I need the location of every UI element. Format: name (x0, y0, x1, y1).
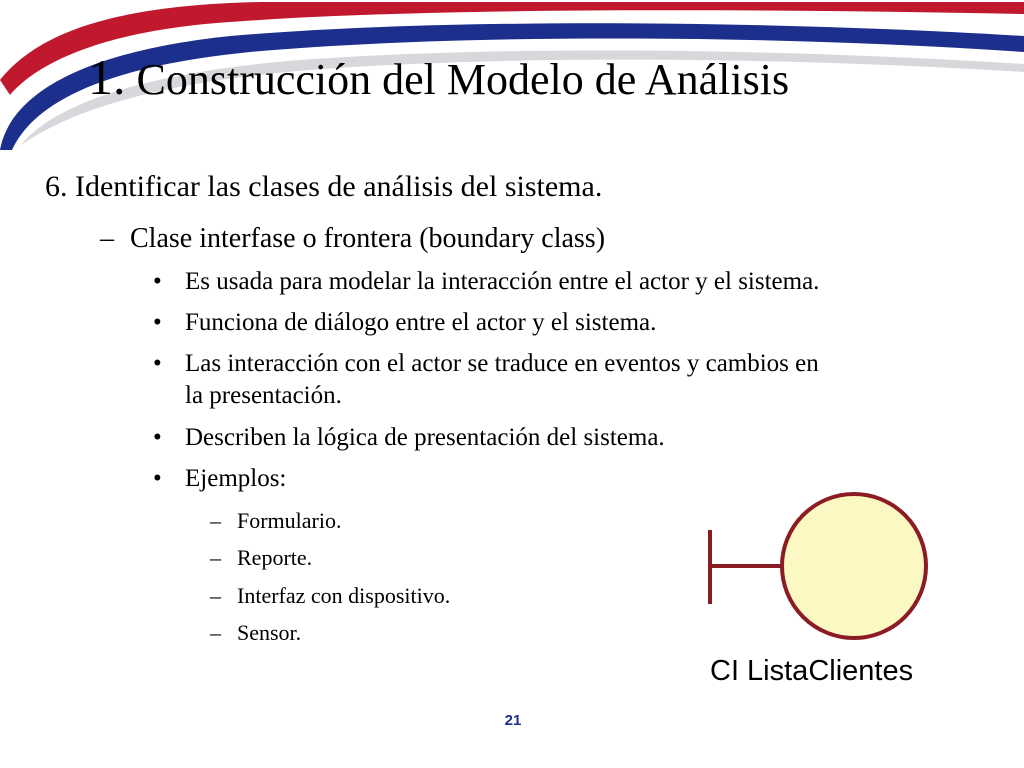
bullet-item-continuation: la presentación. (185, 382, 342, 409)
example-dash: – (210, 545, 221, 570)
bullet-marker: • (153, 268, 162, 295)
bullet-marker: • (153, 465, 162, 492)
section-heading: 6. Identificar las clases de análisis del sistema. (45, 170, 603, 203)
boundary-class-label: CI ListaClientes (710, 655, 914, 687)
boundary-circle (782, 494, 926, 638)
example-dash: – (210, 508, 221, 533)
page-number: 21 (504, 712, 522, 729)
title-number: 1. (88, 49, 126, 105)
example-item: Formulario. (237, 508, 342, 533)
bullet-item: Es usada para modelar la interacción entre el actor y el sistema. (185, 268, 820, 295)
bullet-marker: • (153, 424, 162, 451)
title-text: Construcción del Modelo de Análisis (125, 55, 790, 104)
example-item: Reporte. (237, 545, 313, 570)
boundary-class-icon (700, 490, 936, 650)
bullet-item: Funciona de diálogo entre el actor y el sistema. (185, 309, 657, 336)
example-item: Interfaz con dispositivo. (237, 583, 451, 608)
bullet-item: Las interacción con el actor se traduce en eventos y cambios en (185, 350, 819, 377)
example-dash: – (210, 583, 221, 608)
bullet-marker: • (153, 309, 162, 336)
example-item: Sensor. (237, 620, 302, 645)
bullet-marker: • (153, 350, 162, 377)
example-dash: – (210, 620, 221, 645)
bullet-item: Describen la lógica de presentación del sistema. (185, 424, 665, 451)
subheading-dash: – (100, 223, 114, 254)
subheading: Clase interfase o frontera (boundary class) (130, 223, 606, 254)
bullet-item: Ejemplos: (185, 465, 287, 492)
